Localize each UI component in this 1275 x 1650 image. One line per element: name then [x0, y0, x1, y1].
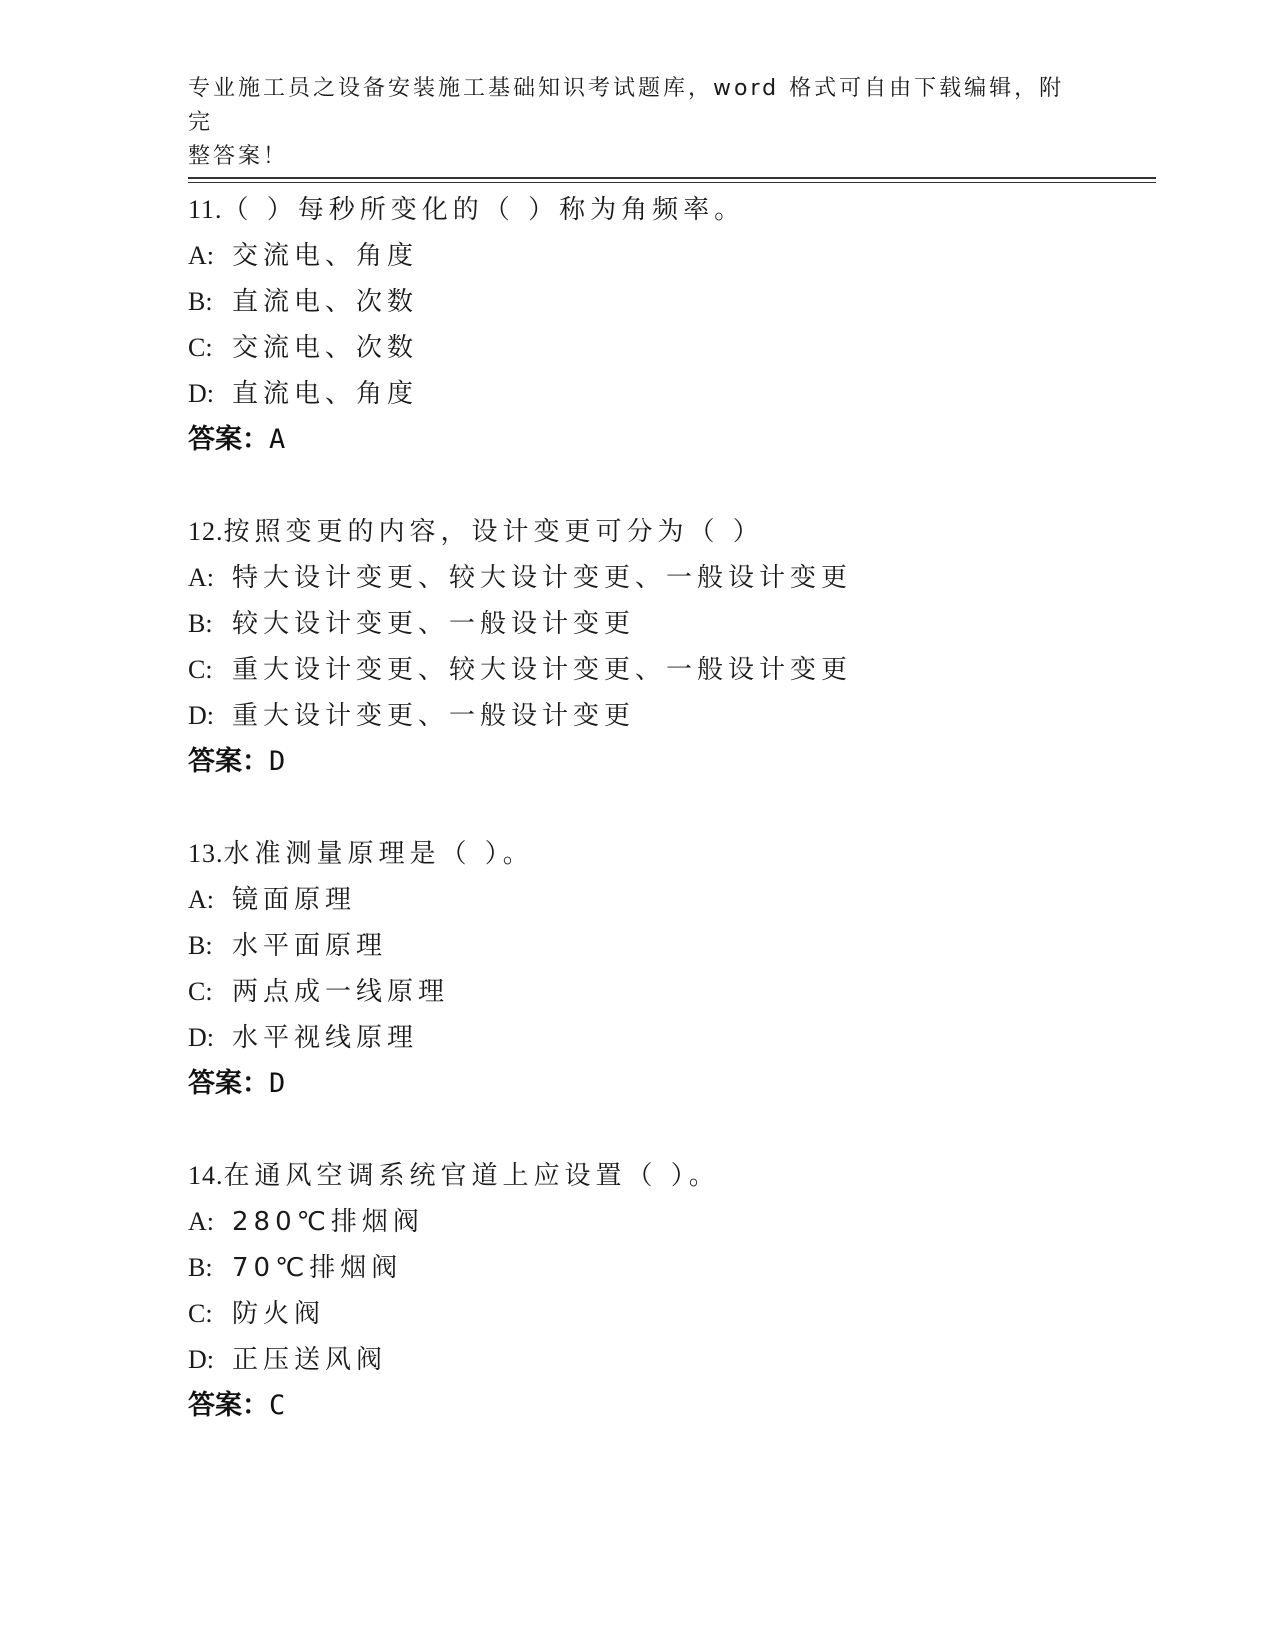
- question-text: 在通风空调系统官道上应设置（ ）。: [223, 1161, 720, 1191]
- option-text: 70℃排烟阀: [232, 1253, 403, 1283]
- answer-line: [188, 417, 1148, 463]
- answer-label: 答案：: [188, 746, 269, 777]
- option-letter: B:: [188, 1253, 213, 1282]
- option-text: 正压送风阀: [232, 1345, 388, 1375]
- answer-value: C: [269, 1390, 286, 1421]
- option-d: [188, 1015, 1148, 1061]
- option-text: 重大设计变更、较大设计变更、一般设计变更: [232, 655, 853, 685]
- option-text: 重大设计变更、一般设计变更: [232, 701, 636, 731]
- option-d: [188, 1337, 1148, 1383]
- option-text: 两点成一线原理: [232, 977, 450, 1007]
- option-text: 水平视线原理: [232, 1023, 419, 1053]
- option-text: 交流电、角度: [232, 241, 419, 271]
- question-11: [188, 187, 1148, 463]
- answer-value: A: [269, 424, 286, 455]
- option-text: 较大设计变更、一般设计变更: [232, 609, 636, 639]
- question-number: 11.: [188, 195, 223, 224]
- answer-line: [188, 1061, 1148, 1107]
- option-letter: D:: [188, 1345, 214, 1374]
- option-letter: B:: [188, 609, 213, 638]
- header-line-1: 专业施工员之设备安装施工基础知识考试题库，word 格式可自由下载编辑，附完: [188, 76, 1065, 135]
- option-c: [188, 969, 1148, 1015]
- question-text: （ ）每秒所变化的（ ）称为角频率。: [222, 195, 746, 225]
- option-text: 280℃排烟阀: [232, 1207, 424, 1237]
- option-letter: C:: [188, 977, 213, 1006]
- answer-line: [188, 739, 1148, 785]
- document-header: [188, 72, 1068, 174]
- answer-line: [188, 1383, 1148, 1429]
- option-a: [188, 1199, 1148, 1245]
- option-b: [188, 279, 1148, 325]
- option-letter: D:: [188, 701, 214, 730]
- question-text: 按照变更的内容，设计变更可分为（ ）: [223, 517, 764, 547]
- option-a: [188, 233, 1148, 279]
- option-letter: D:: [188, 1023, 214, 1052]
- option-text: 防火阀: [232, 1299, 326, 1329]
- option-a: [188, 555, 1148, 601]
- question-stem: [188, 1153, 1148, 1199]
- option-letter: D:: [188, 379, 214, 408]
- option-text: 镜面原理: [232, 885, 357, 915]
- answer-label: 答案：: [188, 1390, 269, 1421]
- option-letter: A:: [188, 241, 214, 270]
- option-b: [188, 923, 1148, 969]
- option-c: [188, 647, 1148, 693]
- question-text: 水准测量原理是（ ）。: [223, 839, 534, 869]
- question-stem: [188, 831, 1148, 877]
- option-letter: C:: [188, 1299, 213, 1328]
- option-d: [188, 693, 1148, 739]
- option-letter: B:: [188, 287, 213, 316]
- option-letter: A:: [188, 563, 214, 592]
- answer-label: 答案：: [188, 1068, 269, 1099]
- question-number: 13.: [188, 839, 224, 868]
- option-text: 水平面原理: [232, 931, 388, 961]
- option-text: 直流电、次数: [232, 287, 419, 317]
- option-a: [188, 877, 1148, 923]
- question-number: 12.: [188, 517, 224, 546]
- option-letter: A:: [188, 1207, 214, 1236]
- option-text: 特大设计变更、较大设计变更、一般设计变更: [232, 563, 853, 593]
- option-letter: C:: [188, 333, 213, 362]
- option-b: [188, 601, 1148, 647]
- question-number: 14.: [188, 1161, 224, 1190]
- question-stem: [188, 187, 1148, 233]
- option-letter: A:: [188, 885, 214, 914]
- option-letter: B:: [188, 931, 213, 960]
- question-list: [188, 187, 1148, 1475]
- option-text: 直流电、角度: [232, 379, 419, 409]
- answer-value: D: [269, 746, 286, 777]
- answer-value: D: [269, 1068, 286, 1099]
- question-12: [188, 509, 1148, 785]
- option-c: [188, 325, 1148, 371]
- option-d: [188, 371, 1148, 417]
- option-b: [188, 1245, 1148, 1291]
- question-13: [188, 831, 1148, 1107]
- option-c: [188, 1291, 1148, 1337]
- option-text: 交流电、次数: [232, 333, 419, 363]
- header-divider-top: [188, 177, 1156, 179]
- question-14: [188, 1153, 1148, 1429]
- header-line-2: 整答案！: [188, 144, 289, 169]
- option-letter: C:: [188, 655, 213, 684]
- question-stem: [188, 509, 1148, 555]
- answer-label: 答案：: [188, 424, 269, 455]
- header-divider-bottom: [188, 182, 1156, 183]
